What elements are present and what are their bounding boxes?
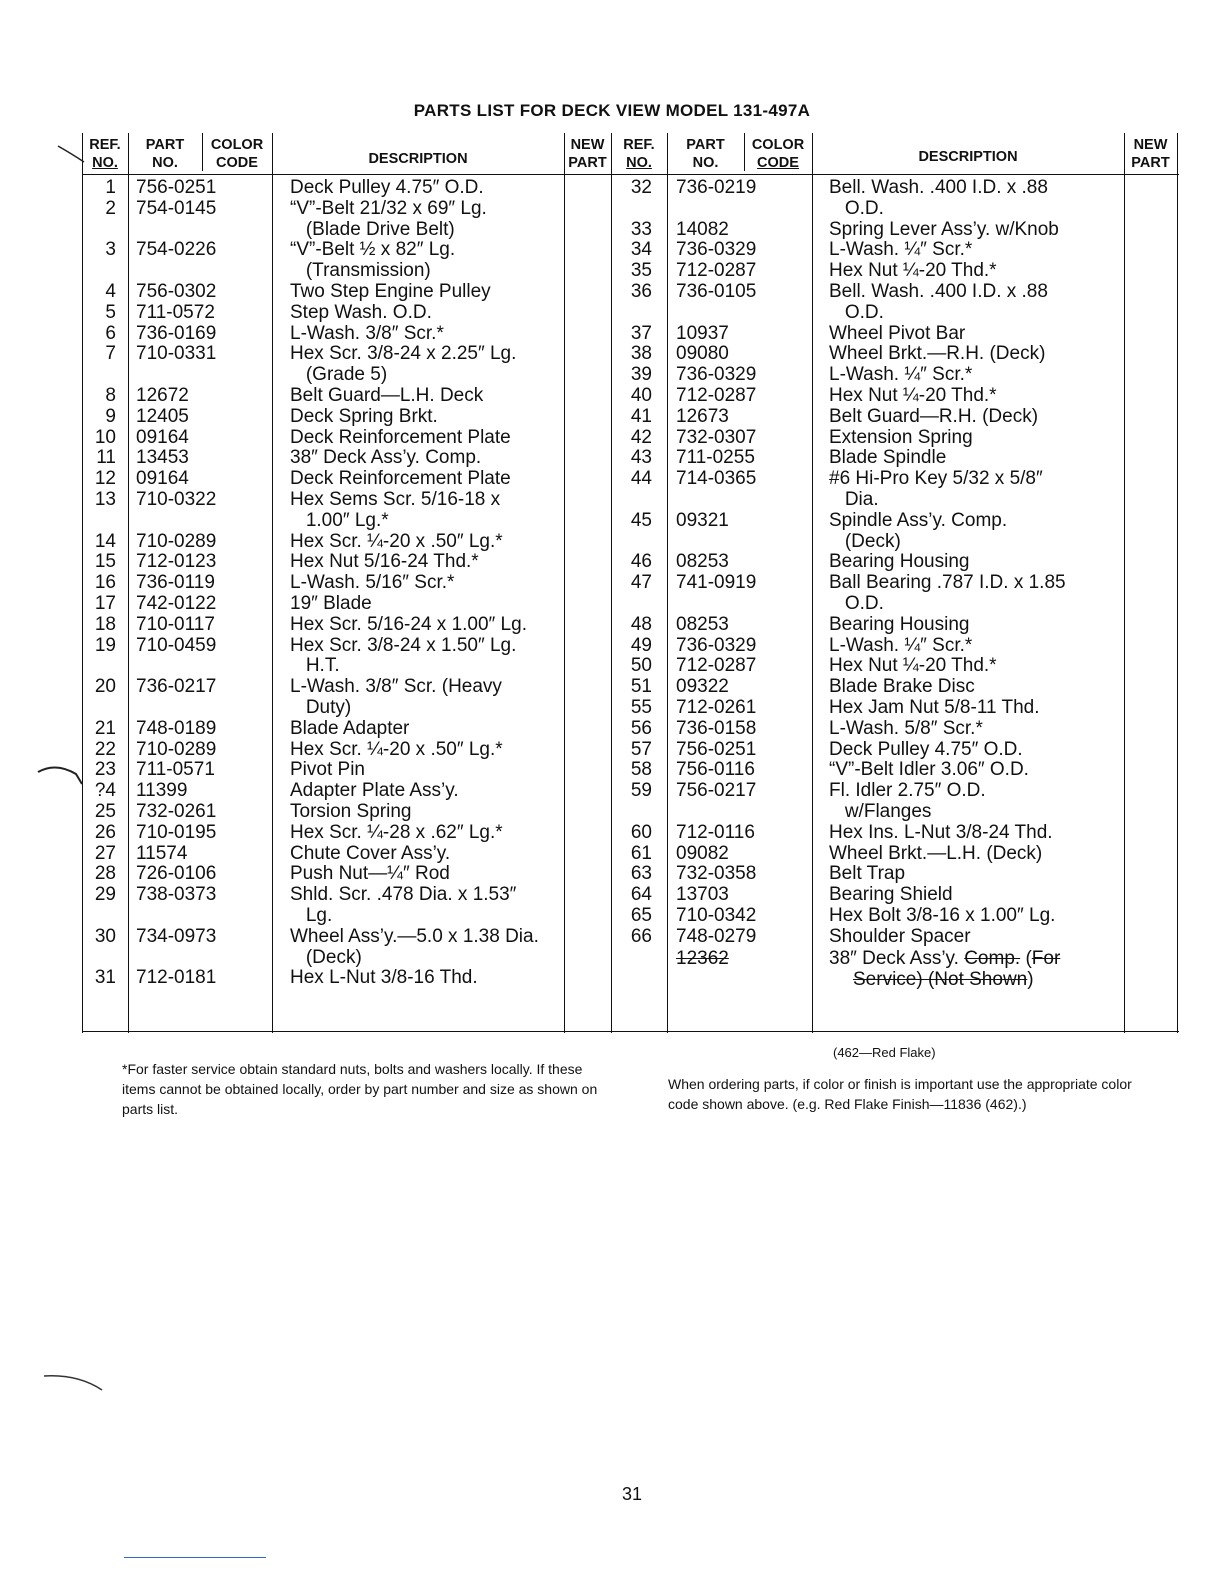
part-number: 712-0287 [676,385,757,406]
part-number: 732-0358 [676,863,757,885]
part-number: 714-0365 [676,468,757,490]
header-new: NEW PART [568,137,607,171]
part-number: 712-0123 [136,551,217,573]
header-color-right: COLOR CODE [751,137,805,171]
description: Bearing Shield [829,884,953,906]
description: 1.00″ Lg.* [290,509,389,531]
ref-number: 1 [105,177,116,198]
part-number: 736-0219 [676,177,757,198]
ref-number: 2 [105,197,116,219]
description: Duty) [290,697,352,718]
description: w/Flanges [829,801,932,822]
description: Hex Scr. ¼-20 x .50″ Lg.* [290,530,503,552]
ref-number: 14 [94,530,116,552]
ref-number: 56 [630,717,652,739]
ref-number: 6 [105,322,116,344]
part-number: 748-0279 [676,925,757,947]
description: Hex Scr. 3/8-24 x 1.50″ Lg. [290,634,517,656]
part-number: 756-0251 [676,738,757,760]
ref-number: 41 [630,405,652,427]
description: Hex Nut 5/16-24 Thd.* [290,551,479,573]
description: Pivot Pin [290,759,365,781]
color-note-header: (462—Red Flake) [833,1045,936,1060]
ref-number: 50 [630,655,652,677]
description: (Grade 5) [290,364,388,386]
description: Deck Pulley 4.75″ O.D. [829,738,1023,760]
description: “V”-Belt Idler 3.06″ O.D. [829,759,1029,781]
ref-number: 8 [105,385,116,406]
part-number: 754-0226 [136,239,217,261]
description: Bearing Housing [829,551,970,573]
description: O.D. [829,197,884,219]
page-title: PARTS LIST FOR DECK VIEW MODEL 131-497A [413,101,811,120]
stray-blue-line [124,1557,266,1558]
part-number: 736-0119 [136,572,215,594]
ref-number: 61 [630,842,652,864]
ref-number: 64 [630,884,652,906]
final-entry-description-line2: Service) (Not Shown) [853,969,1034,990]
part-number: 13453 [136,447,189,469]
ref-number: 25 [94,801,116,822]
description: Bearing Housing [829,613,970,635]
description: Chute Cover Ass’y. [290,842,451,864]
description: L-Wash. 5/16″ Scr.* [290,572,455,594]
part-number: 734-0973 [136,925,217,947]
scan-mark-bottom [42,1370,112,1400]
part-number: 710-0289 [136,738,217,760]
header-part-right: PART NO. [686,137,725,171]
part-number: 738-0373 [136,884,217,906]
ref-number: 44 [630,468,652,490]
description: Deck Reinforcement Plate [290,426,511,448]
description: (Deck) [290,946,362,968]
description: Bell. Wash. .400 I.D. x .88 [829,177,1048,198]
header-description: DESCRIPTION [368,151,468,167]
part-number: 736-0329 [676,634,757,656]
description: Hex L-Nut 3/8-16 Thd. [290,967,478,989]
ref-number: ?4 [94,780,116,802]
part-number: 756-0302 [136,281,217,302]
description: L-Wash. ¼″ Scr.* [829,364,973,386]
description: Adapter Plate Ass’y. [290,780,459,802]
part-number: 710-0117 [136,613,215,635]
description: Hex Nut ¼-20 Thd.* [829,260,997,282]
description: Hex Nut ¼-20 Thd.* [829,655,997,677]
ref-number: 19 [94,634,116,656]
description: Bell. Wash. .400 I.D. x .88 [829,281,1048,302]
ref-number: 35 [630,260,652,282]
part-number: 09080 [676,343,729,365]
description: Wheel Ass’y.—5.0 x 1.38 Dia. [290,925,539,947]
ref-number: 65 [630,905,652,926]
description: 19″ Blade [290,593,372,614]
ref-number: 42 [630,426,652,448]
scan-mark-top [56,140,92,180]
ref-number: 7 [105,343,116,365]
ref-number: 55 [630,697,652,718]
description: Hex Bolt 3/8-16 x 1.00″ Lg. [829,905,1056,926]
ref-number: 5 [105,301,116,323]
description: (Blade Drive Belt) [290,218,455,240]
ref-number: 49 [630,634,652,656]
ref-number: 43 [630,447,652,469]
ref-number: 37 [630,322,652,344]
ref-number: 17 [94,593,116,614]
part-number: 736-0169 [136,322,217,344]
description: Two Step Engine Pulley [290,281,491,302]
ref-number: 51 [630,676,652,698]
part-number: 712-0261 [676,697,757,718]
description: (Transmission) [290,260,431,282]
part-number: 732-0261 [136,801,217,822]
scan-mark-middle [36,760,86,790]
description: Belt Guard—L.H. Deck [290,385,484,406]
description: Hex Scr. ¼-20 x .50″ Lg.* [290,738,503,760]
description: Wheel Brkt.—R.H. (Deck) [829,343,1046,365]
ref-number: 39 [630,364,652,386]
description: Fl. Idler 2.75″ O.D. [829,780,986,802]
ref-number: 48 [630,613,652,635]
ref-number: 9 [105,405,116,427]
description: Shld. Scr. .478 Dia. x 1.53″ [290,884,517,906]
ref-number: 4 [105,281,116,302]
part-number: 08253 [676,613,729,635]
ref-number: 30 [94,925,116,947]
description: L-Wash. 5/8″ Scr.* [829,717,983,739]
part-number: 741-0919 [676,572,757,594]
part-number: 14082 [676,218,729,240]
part-number: 756-0217 [676,780,757,802]
ref-number: 66 [630,925,652,947]
part-number: 754-0145 [136,197,217,219]
description: Hex Scr. 3/8-24 x 2.25″ Lg. [290,343,517,365]
header-ref: REF. NO. [89,137,121,171]
description: #6 Hi-Pro Key 5/32 x 5/8″ [829,468,1043,490]
ref-number: 11 [96,447,116,469]
description: Spindle Ass’y. Comp. [829,509,1008,531]
description: “V”-Belt ½ x 82″ Lg. [290,239,456,261]
ref-number: 15 [94,551,116,573]
description: Blade Brake Disc [829,676,975,698]
part-number: 726-0106 [136,863,217,885]
description: Belt Guard—R.H. (Deck) [829,405,1039,427]
ref-number: 60 [630,821,652,843]
description: Deck Pulley 4.75″ O.D. [290,177,484,198]
part-number: 710-0459 [136,634,217,656]
description: O.D. [829,593,884,614]
part-number: 12673 [676,405,729,427]
color-note: When ordering parts, if color or finish is important use the appropriate color code shown above. (e.g. Red Flake Finish—11836 (462).) [668,1076,1132,1112]
part-number: 09321 [676,509,729,531]
ref-number: 31 [94,967,116,989]
description: Deck Reinforcement Plate [290,468,511,490]
ref-number: 36 [630,281,652,302]
ref-number: 13 [94,489,116,510]
part-number: 732-0307 [676,426,757,448]
header-description-right: DESCRIPTION [918,149,1018,165]
ref-number: 23 [94,759,116,781]
part-number: 710-0322 [136,489,217,510]
description: L-Wash. ¼″ Scr.* [829,634,973,656]
part-number: 748-0189 [136,717,217,739]
description: Hex Jam Nut 5/8-11 Thd. [829,697,1040,718]
description: Ball Bearing .787 I.D. x 1.85 [829,572,1066,594]
description: “V”-Belt 21/32 x 69″ Lg. [290,197,487,219]
description: L-Wash. ¼″ Scr.* [829,239,973,261]
part-number: 711-0571 [136,759,215,781]
description: H.T. [290,655,340,677]
ref-number: 3 [105,239,116,261]
footnote: *For faster service obtain standard nuts, bolts and washers locally. If these items cannot be obtained locally, order by part number and size as shown on parts list. [122,1061,598,1117]
description: 38″ Deck Ass’y. Comp. [290,447,482,469]
part-number: 09164 [136,426,189,448]
part-number: 08253 [676,551,729,573]
description: Push Nut—¼″ Rod [290,863,450,885]
ref-number: 21 [94,717,116,739]
part-number: 12672 [136,385,189,406]
description: O.D. [829,301,884,323]
part-number: 13703 [676,884,729,906]
description: Wheel Pivot Bar [829,322,966,344]
part-number: 711-0255 [676,447,755,469]
ref-number: 28 [94,863,116,885]
header-part: PART NO. [145,137,185,171]
ref-number: 47 [630,572,652,594]
ref-number: 33 [630,218,652,240]
header-color: COLOR CODE [210,137,264,171]
ref-number: 16 [94,572,116,594]
ref-number: 22 [94,738,116,760]
part-number: 736-0105 [676,281,757,302]
ref-number: 45 [630,509,652,531]
parts-table [82,133,1179,1033]
header-ref-right: REF. NO. [623,137,655,171]
description: Blade Adapter [290,717,410,739]
part-number: 710-0331 [136,343,217,365]
description: Hex Nut ¼-20 Thd.* [829,385,997,406]
part-number: 12405 [136,405,189,427]
part-number: 712-0287 [676,260,757,282]
part-number: 09164 [136,468,189,490]
part-number: 742-0122 [136,593,217,614]
final-entry-description: 38″ Deck Ass’y. Comp. (For [829,948,1061,969]
description: Hex Scr. 5/16-24 x 1.00″ Lg. [290,613,527,635]
ref-number: 10 [94,426,116,448]
ref-number: 63 [630,863,652,885]
ref-number: 26 [94,821,116,843]
page-number: 31 [621,1484,643,1504]
description: Wheel Brkt.—L.H. (Deck) [829,842,1043,864]
header-new-right: NEW PART [1131,137,1170,171]
part-number: 736-0158 [676,717,757,739]
ref-number: 29 [94,884,116,906]
description: Hex Sems Scr. 5/16-18 x [290,489,501,510]
part-number: 736-0217 [136,676,217,698]
part-number: 712-0287 [676,655,757,677]
description: Lg. [290,905,333,926]
description: Extension Spring [829,426,973,448]
part-number: 710-0289 [136,530,217,552]
ref-number: 32 [630,177,652,198]
ref-number: 18 [94,613,116,635]
description: Spring Lever Ass’y. w/Knob [829,218,1059,240]
part-number: 736-0329 [676,364,757,386]
description: Step Wash. O.D. [290,301,432,323]
description: Belt Trap [829,863,906,885]
ref-number: 12 [94,468,116,490]
ref-number: 38 [630,343,652,365]
ref-number: 58 [630,759,652,781]
description: Hex Scr. ¼-28 x .62″ Lg.* [290,821,503,843]
description: Dia. [829,489,879,510]
part-number: 736-0329 [676,239,757,261]
description: Torsion Spring [290,801,412,822]
ref-number: 40 [630,385,652,406]
part-number: 710-0342 [676,905,757,926]
part-number: 756-0251 [136,177,217,198]
part-number: 11574 [136,842,188,864]
part-number: 11399 [136,780,188,802]
part-number: 756-0116 [676,759,755,781]
description: Shoulder Spacer [829,925,971,947]
ref-number: 34 [630,239,652,261]
description: L-Wash. 3/8″ Scr. (Heavy [290,676,502,698]
ref-number: 59 [630,780,652,802]
final-entry-part: 12362 [676,948,729,969]
description: L-Wash. 3/8″ Scr.* [290,322,444,344]
part-number: 09322 [676,676,729,698]
description: Blade Spindle [829,447,947,469]
part-number: 10937 [676,322,729,344]
part-number: 712-0181 [136,967,217,989]
part-number: 711-0572 [136,301,215,323]
part-number: 710-0195 [136,821,217,843]
part-number: 09082 [676,842,729,864]
ref-number: 46 [630,551,652,573]
description: (Deck) [829,530,901,552]
part-number: 712-0116 [676,821,755,843]
ref-number: 57 [630,738,652,760]
ref-number: 27 [94,842,116,864]
ref-number: 20 [94,676,116,698]
description: Hex Ins. L-Nut 3/8-24 Thd. [829,821,1053,843]
description: Deck Spring Brkt. [290,405,438,427]
